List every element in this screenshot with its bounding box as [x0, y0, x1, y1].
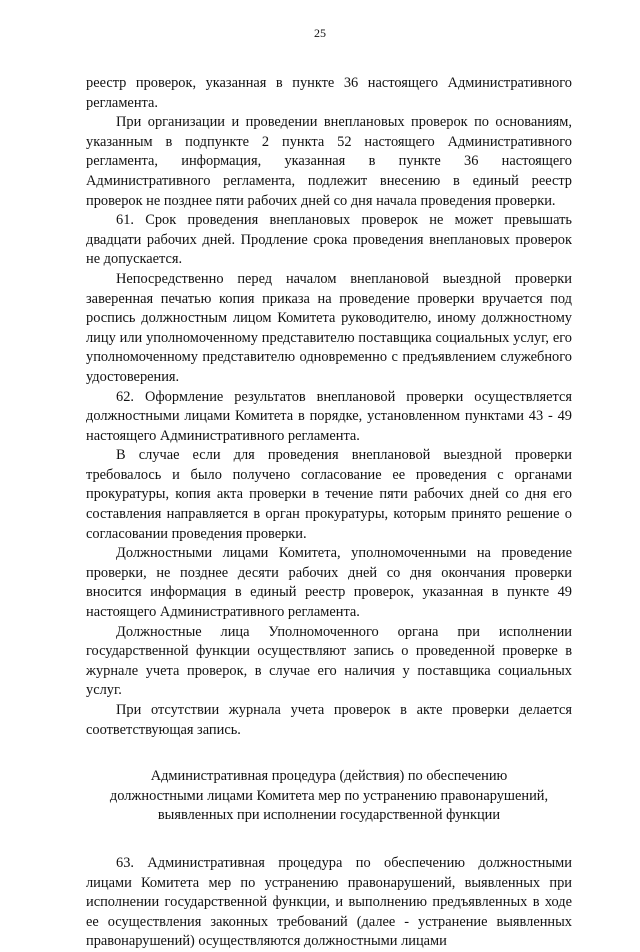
paragraph-no-journal: При отсутствии журнала учета проверок в акте проверки делается соответствующая запись.: [86, 702, 572, 738]
paragraph-continuation: реестр проверок, указанная в пункте 36 настоящего Административного регламента.: [86, 75, 572, 111]
page-number: 25: [314, 26, 326, 40]
document-body: [86, 74, 572, 952]
paragraph-registry-entry: Должностными лицами Комитета, уполномоченными на проведение проверки, не позднее десяти рабочих дней со дня окончания проверки вносится информация в единый реестр проверок, указанная в пункте 49 настоящего Административного регламента.: [86, 545, 572, 621]
paragraph-62: 62. Оформление результатов внеплановой проверки осуществляется должностными лицами Комитета в порядке, установленном пунктами 43 - 49 настоящего Административного регламента.: [86, 388, 572, 444]
paragraph-prosecutor-approval: В случае если для проведения внеплановой выездной проверки требовалось и было получено согласование ее проведения с органами прокуратуры, копия акта проверки в течение пяти рабочих дней со дня его составления направляется в орган прокуратуры, которым принято решение о согласовании проведения проверки.: [86, 447, 572, 542]
section-heading-line-1: Административная процедура (действия) по обеспечению: [150, 768, 508, 785]
paragraph-unplanned-inspections-registry: При организации и проведении внеплановых проверок по основаниям, указанным в подпункте 2 пункта 52 настоящего Административного регламента, информация, указанная в пункте 36 настоящего Административного регламента, подлежит внесению в единый реестр проверок не позднее пяти рабочих дней со дня начала проведения проверки.: [86, 114, 572, 209]
section-heading-line-3: выявленных при исполнении государственной функции: [157, 807, 501, 824]
section-heading: [86, 767, 572, 826]
paragraph-61: 61. Срок проведения внеплановых проверок не может превышать двадцати рабочих дней. Продление срока проведения внеплановых проверок не допускается.: [86, 212, 572, 268]
paragraph-order-copy: Непосредственно перед началом внеплановой выездной проверки заверенная печатью копия приказа на проведение проверки вручается под роспись должностным лицом Комитета руководителю, иному должностному лицу или уполномоченному представителю поставщика социальных услуг, его уполномоченному представителю одновременно с предъявлением служебного удостоверения.: [86, 270, 572, 385]
section-heading-line-2: должностными лицами Комитета мер по устранению правонарушений,: [109, 787, 549, 804]
paragraph-inspection-journal: Должностные лица Уполномоченного органа при исполнении государственной функции осуществляют запись о проведенной проверке в журнале учета проверок, в случае его наличия у поставщика социальных услуг.: [86, 623, 572, 699]
paragraph-63: 63. Административная процедура по обеспечению должностными лицами Комитета мер по устранению правонарушений, выявленных при исполнении государственной функции, и выполнению предъявленных в ходе ее осуществления законных требований (далее - устранение выявленных правонарушений) осуществляются должностными лицами: [86, 854, 572, 950]
